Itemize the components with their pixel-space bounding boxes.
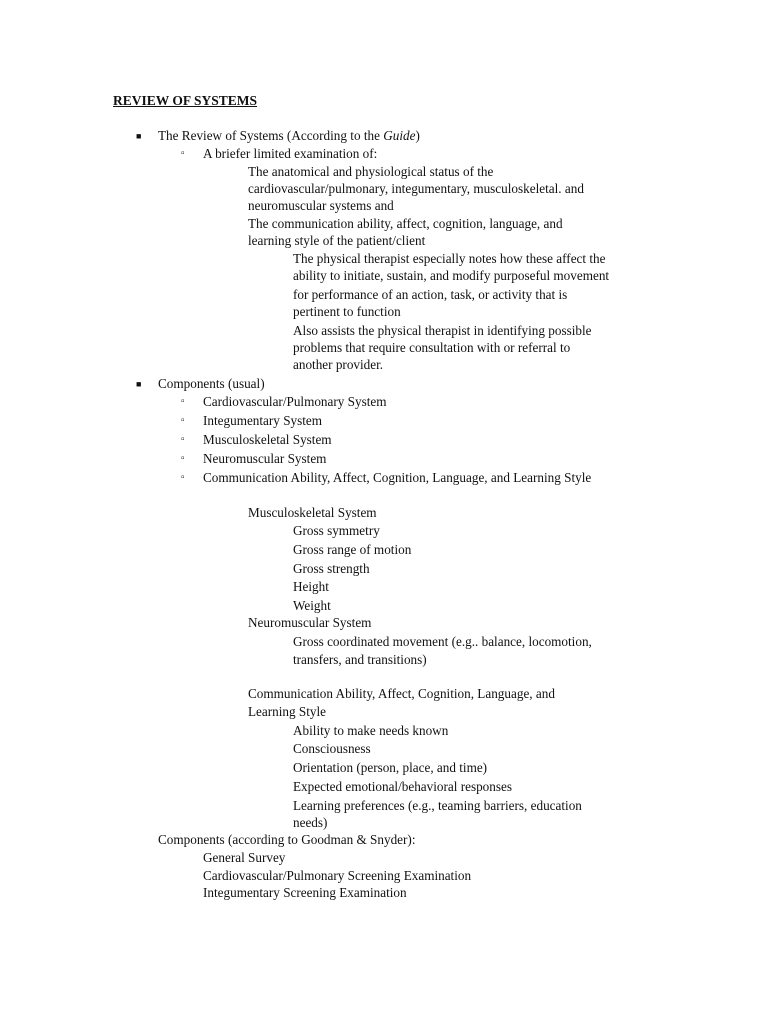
communication-heading: Communication Ability, Affect, Cognition, Language, and bbox=[248, 686, 555, 701]
filled-square-bullet-icon: ■ bbox=[136, 131, 142, 141]
text-line: The anatomical and physiological status of the bbox=[248, 164, 494, 179]
list-item: Cardiovascular/Pulmonary Screening Examination bbox=[203, 868, 472, 883]
neuromuscular-heading: Neuromuscular System bbox=[248, 615, 372, 630]
list-item: Weight bbox=[293, 598, 331, 613]
goodman-snyder-heading: Components (according to Goodman & Snyder): bbox=[158, 832, 416, 847]
bullet-review-of-systems: The Review of Systems (According to the Guide) bbox=[158, 128, 420, 143]
text-line: another provider. bbox=[293, 357, 384, 372]
page-title: REVIEW OF SYSTEMS bbox=[113, 93, 258, 108]
text-line: neuromuscular systems and bbox=[248, 198, 394, 213]
list-item: Neuromuscular System bbox=[203, 451, 327, 466]
text-line: problems that require consultation with or referral to bbox=[293, 340, 571, 355]
list-item: Consciousness bbox=[293, 741, 371, 756]
text-line: The communication ability, affect, cognition, language, and bbox=[248, 216, 563, 231]
list-item: Height bbox=[293, 579, 329, 594]
list-item: Integumentary System bbox=[203, 413, 323, 428]
text-line: Also assists the physical therapist in identifying possible bbox=[293, 323, 592, 338]
list-item: Gross symmetry bbox=[293, 523, 380, 538]
list-item: needs) bbox=[293, 815, 328, 830]
list-item: Communication Ability, Affect, Cognition, Language, and Learning Style bbox=[203, 470, 592, 485]
bullet-components-usual: Components (usual) bbox=[158, 376, 265, 391]
list-item: Gross range of motion bbox=[293, 542, 412, 557]
open-square-bullet-icon: ▫ bbox=[181, 434, 185, 445]
sub-bullet-briefer-exam: A briefer limited examination of: bbox=[203, 146, 378, 161]
communication-heading: Learning Style bbox=[248, 704, 327, 719]
list-item: Gross strength bbox=[293, 561, 370, 576]
list-item: Ability to make needs known bbox=[293, 723, 449, 738]
open-square-bullet-icon: ▫ bbox=[181, 148, 185, 159]
list-item: Learning preferences (e.g., teaming barriers, education bbox=[293, 798, 582, 813]
text-line: The physical therapist especially notes how these affect the bbox=[293, 251, 606, 266]
open-square-bullet-icon: ▫ bbox=[181, 415, 185, 426]
list-item: Musculoskeletal System bbox=[203, 432, 332, 447]
open-square-bullet-icon: ▫ bbox=[181, 396, 185, 407]
list-item: Gross coordinated movement (e.g.. balance, locomotion, bbox=[293, 634, 592, 649]
list-item: Expected emotional/behavioral responses bbox=[293, 779, 512, 794]
list-item: Orientation (person, place, and time) bbox=[293, 760, 488, 775]
list-item: Integumentary Screening Examination bbox=[203, 885, 407, 900]
open-square-bullet-icon: ▫ bbox=[181, 453, 185, 464]
text-line: learning style of the patient/client bbox=[248, 233, 426, 248]
text-line: for performance of an action, task, or activity that is bbox=[293, 287, 568, 302]
list-item: transfers, and transitions) bbox=[293, 652, 427, 667]
text-line: cardiovascular/pulmonary, integumentary, musculoskeletal. and bbox=[248, 181, 584, 196]
list-item: General Survey bbox=[203, 850, 286, 865]
text-line: pertinent to function bbox=[293, 304, 401, 319]
open-square-bullet-icon: ▫ bbox=[181, 472, 185, 483]
filled-square-bullet-icon: ■ bbox=[136, 379, 142, 389]
text-line: ability to initiate, sustain, and modify purposeful movement bbox=[293, 268, 610, 283]
musculoskeletal-heading: Musculoskeletal System bbox=[248, 505, 377, 520]
list-item: Cardiovascular/Pulmonary System bbox=[203, 394, 387, 409]
